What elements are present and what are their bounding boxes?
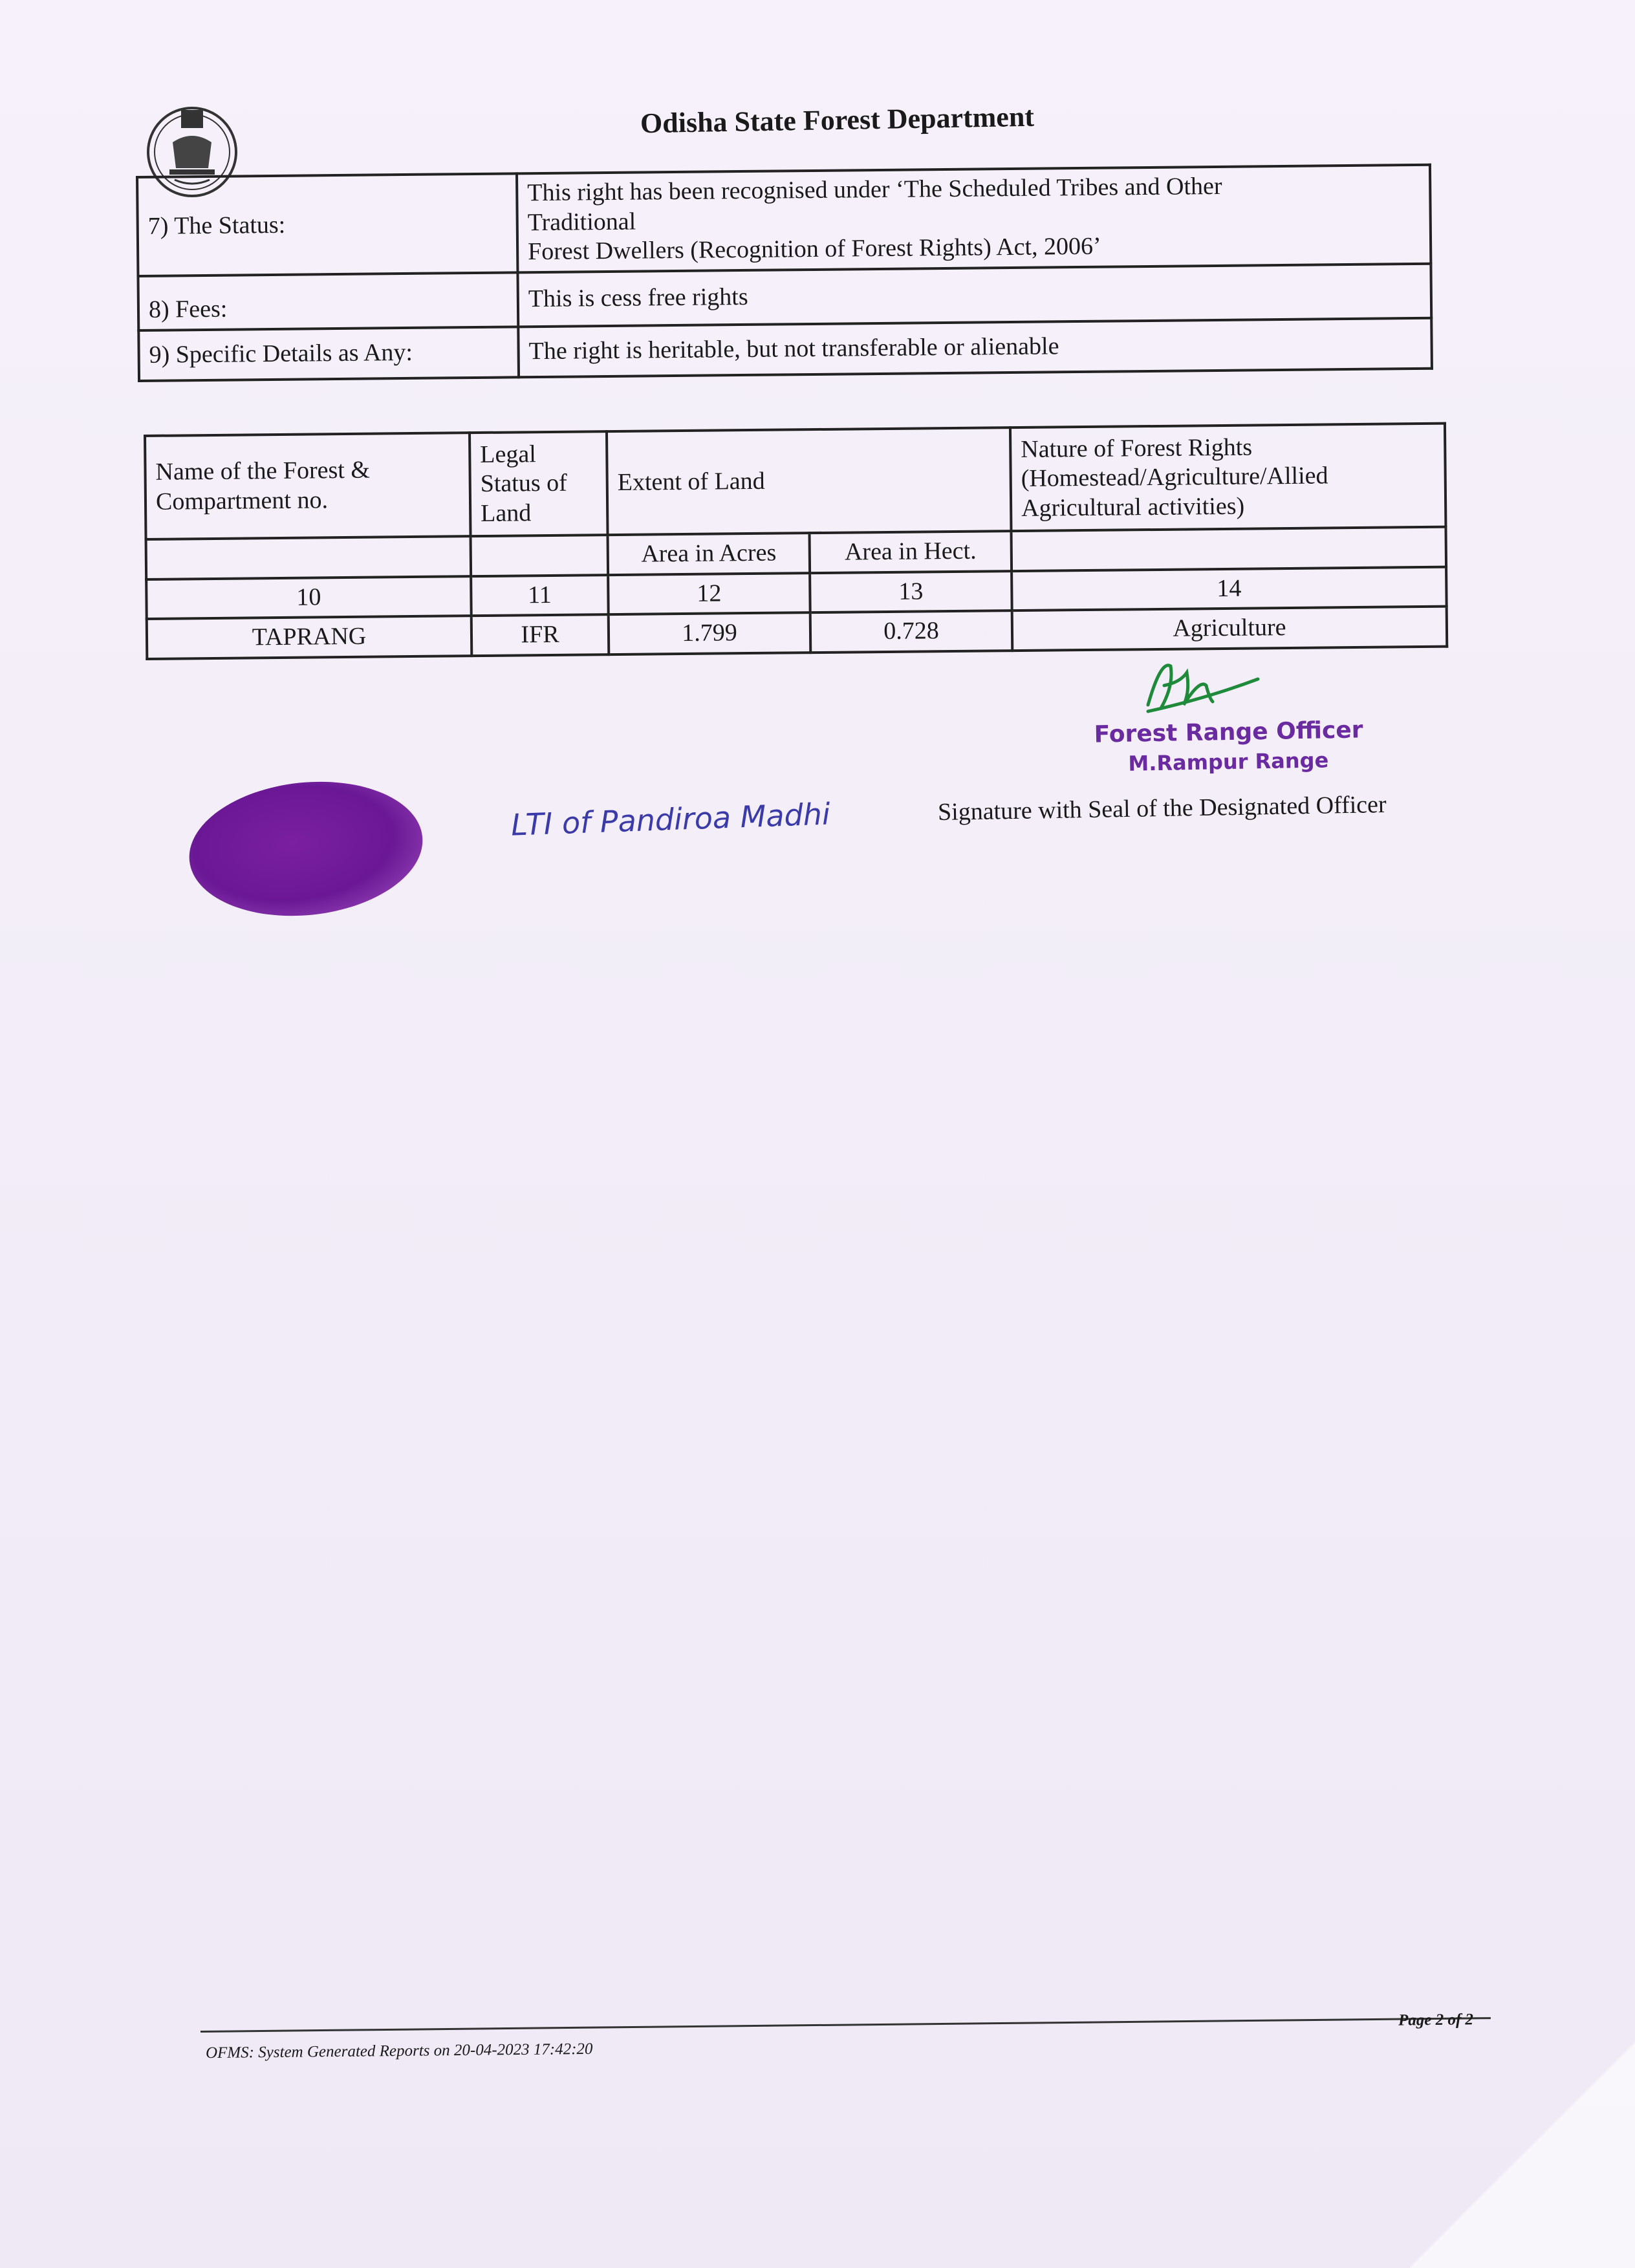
empty-cell	[146, 536, 471, 579]
empty-cell	[1011, 527, 1446, 571]
status-value	[517, 165, 1431, 272]
page-title: Odisha State Forest Department	[640, 100, 1035, 140]
header-extent: Extent of Land	[607, 427, 1012, 535]
land-table	[144, 422, 1448, 660]
status-line: This right has been recognised under ‘The Scheduled Tribes and Other	[527, 172, 1222, 207]
footer-divider	[200, 2017, 1491, 2033]
col-number: 10	[146, 576, 471, 619]
header-nature: Nature of Forest Rights (Homestead/Agriculture/Allied Agricultural activities)	[1010, 424, 1446, 531]
header-forest-name: Name of the Forest & Compartment no.	[145, 433, 471, 539]
area-acres-cell: 1.799	[609, 612, 811, 654]
thumb-impression	[182, 771, 429, 927]
land-table-wrap	[144, 422, 1448, 660]
officer-seal	[1094, 717, 1363, 776]
legal-status-cell: IFR	[471, 614, 609, 656]
col-number: 13	[810, 571, 1012, 613]
fees-value: This is cess free rights	[517, 264, 1431, 327]
seal-line-2: M.Rampur Range	[1128, 748, 1329, 776]
signature-caption: Signature with Seal of the Designated Officer	[937, 790, 1387, 826]
empty-cell	[471, 535, 609, 576]
col-number: 12	[608, 573, 810, 615]
lti-handwriting: LTI of Pandiroa Madhi	[510, 796, 831, 843]
table-header-row	[145, 424, 1446, 539]
header-area-acres: Area in Acres	[608, 533, 810, 575]
fees-label: 8) Fees:	[138, 272, 518, 330]
status-table-wrap	[136, 164, 1433, 382]
status-label: 7) The Status:	[137, 173, 517, 275]
status-line: Traditional	[527, 208, 636, 236]
page-fold	[1410, 2037, 1635, 2268]
status-line: Forest Dwellers (Recognition of Forest Rights) Act, 2006’	[527, 232, 1101, 266]
footer-generated: OFMS: System Generated Reports on 20-04-2023 17:42:20	[205, 2040, 593, 2062]
details-value: The right is heritable, but not transferable or alienable	[518, 318, 1432, 378]
forest-name-cell: TAPRANG	[147, 616, 472, 658]
col-number: 11	[471, 575, 609, 616]
header-area-hect: Area in Hect.	[810, 531, 1012, 573]
seal-line-1: Forest Range Officer	[1094, 717, 1363, 748]
details-label: 9) Specific Details as Any:	[138, 327, 519, 381]
table-row	[137, 165, 1431, 276]
status-table	[136, 164, 1433, 382]
nature-cell: Agriculture	[1012, 607, 1447, 651]
footer-page-number: Page 2 of 2	[1398, 2011, 1474, 2029]
col-number: 14	[1012, 567, 1447, 610]
area-hect-cell: 0.728	[810, 610, 1013, 653]
officer-signature-icon	[1135, 647, 1264, 724]
header-legal-status: Legal Status of Land	[470, 431, 608, 536]
